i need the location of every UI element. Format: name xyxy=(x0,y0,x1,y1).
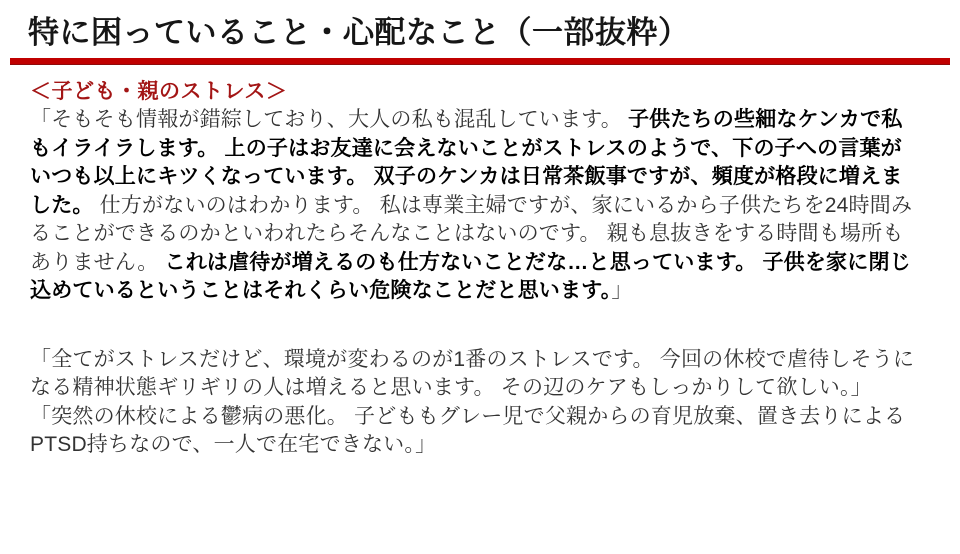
text-line xyxy=(30,106,946,135)
text-run: ありません。 xyxy=(30,250,165,274)
text-run: 「全てがストレスだけど、環境が変わるのが1番のストレスです。 今回の休校で虐待しそうに xyxy=(30,347,915,371)
slide-title: 特に困っていること・心配なこと（一部抜粋） xyxy=(28,15,690,50)
text-line xyxy=(30,163,946,192)
emphasis-text-run: した。 xyxy=(30,193,94,217)
emphasis-text-run: これは虐待が増えるのも仕方ないことだな…と思っています。 子供を家に閉じ xyxy=(164,250,911,274)
content-area xyxy=(0,65,960,460)
section-heading: ＜子ども・親のストレス＞ xyxy=(30,80,288,103)
emphasis-text-run: もイライラします。 上の子はお友達に会えないことがストレスのようで、下の子への言葉が xyxy=(30,136,902,160)
text-run: 「そもそも情報が錯綜しており、大人の私も混乱しています。 xyxy=(30,108,628,131)
text-run: ることができるのかといわれたらそんなことはないのです。 親も息抜きをする時間も場所も xyxy=(30,222,904,245)
slide xyxy=(0,14,960,554)
title-divider-rule xyxy=(10,58,950,65)
text-line xyxy=(30,220,946,249)
text-run: 」 xyxy=(611,279,633,302)
text-run: 仕方がないのはわかります。 私は専業主婦ですが、家にいるから子供たちを24時間み xyxy=(93,193,913,217)
text-line xyxy=(30,374,946,403)
text-line xyxy=(30,431,946,460)
text-line xyxy=(30,346,946,375)
text-line xyxy=(30,135,946,164)
quote-block-parent-stress xyxy=(30,106,946,306)
text-line xyxy=(30,277,946,306)
emphasis-text-run: 子供たちの些細なケンカで私 xyxy=(627,108,903,131)
emphasis-text-run: いつも以上にキツくなっています。 双子のケンカは日常茶飯事ですが、頻度が格段に増えま xyxy=(30,165,903,188)
quote-block-additional-voices xyxy=(30,346,946,460)
text-run: 「突然の休校による鬱病の悪化。 子どももグレー児で父親からの育児放棄、置き去りによる xyxy=(30,404,906,428)
text-line xyxy=(30,249,946,278)
text-line xyxy=(30,403,946,432)
text-run: PTSD持ちなので、一人で在宅できない。」 xyxy=(30,433,437,456)
text-run: なる精神状態ギリギリの人は増えると思います。 その辺のケアもしっかりして欲しい。」 xyxy=(30,376,872,399)
emphasis-text-run: 込めているということはそれくらい危険なことだと思います。 xyxy=(30,279,612,302)
text-line xyxy=(30,192,946,221)
